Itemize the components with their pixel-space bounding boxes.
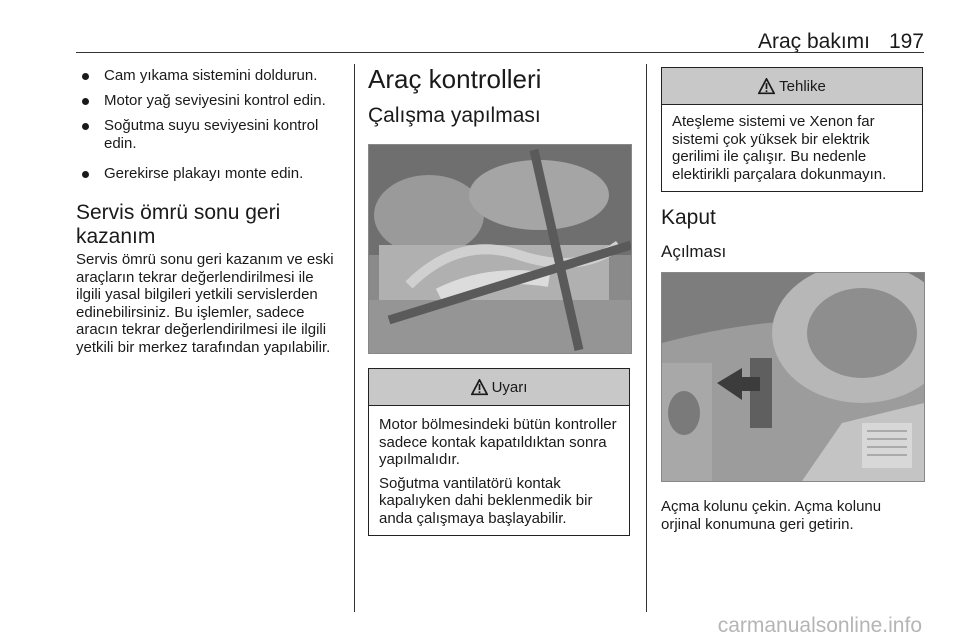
column-3	[661, 64, 925, 533]
engine-bay-photo	[368, 144, 632, 354]
section-title-working: Çalışma yapılması	[368, 104, 541, 127]
warning-triangle-icon	[758, 78, 775, 95]
column-1	[76, 64, 342, 356]
warning-box-header	[369, 369, 629, 406]
checklist	[76, 67, 342, 183]
list-item: Cam yıkama sistemini doldurun.	[76, 67, 342, 85]
warning-paragraph: Motor bölmesindeki bütün kontroller sadece kontak kapatıldıktan sonra yapılmalıdır.	[379, 416, 617, 468]
chapter-title: Araç kontrolleri	[368, 64, 542, 94]
section-text-recycling: Servis ömrü sonu geri kazanım ve eski araçların tekrar değerlendirilmesi ile ilgili yasal bilgileri yetkili servislerden edinebilirsiniz. Bu işlemler, sadece aracın tekrar değerlendirilmesi ile ilgili yetkili bir merkez tarafından yapılabilir.	[76, 251, 334, 356]
page-number: 197	[888, 30, 924, 53]
column-divider-2	[646, 64, 647, 612]
column-2	[368, 64, 632, 536]
hood-caption: Açma kolunu çekin. Açma kolunu orjinal konumuna geri getirin.	[661, 498, 882, 533]
warning-label: Uyarı	[491, 378, 528, 396]
watermark: carmanualsonline.info	[717, 614, 922, 637]
bullet-icon	[82, 98, 89, 105]
section-title-hood: Kaput	[661, 206, 716, 229]
danger-box-header	[662, 68, 922, 105]
warning-paragraph: Soğutma vantilatörü kontak kapalıyken dahi beklenmedik bir anda çalışmaya başlayabilir.	[379, 474, 593, 527]
bullet-icon	[82, 171, 89, 178]
running-header-title: Araç bakımı	[757, 30, 870, 53]
danger-box	[661, 67, 923, 192]
subsection-title-opening: Açılması	[661, 242, 727, 261]
header-rule	[76, 52, 924, 53]
column-divider-1	[354, 64, 355, 612]
danger-text: Ateşleme sistemi ve Xenon far sistemi çok yüksek bir elektrik gerilimi ile çalışır. Bu nedenle elektirikli parçalara dokunmayın.	[672, 113, 887, 183]
warning-box-body	[369, 406, 629, 535]
hood-release-photo	[661, 272, 925, 482]
list-item: Motor yağ seviyesini kontrol edin.	[76, 92, 342, 110]
section-title-recycling: Servis ömrü sonu geri kazanım	[76, 201, 281, 248]
engine-bay-illustration	[369, 145, 631, 353]
danger-label: Tehlike	[779, 77, 826, 95]
bullet-icon	[82, 73, 89, 80]
hood-release-illustration	[662, 273, 924, 481]
list-item: Gerekirse plakayı monte edin.	[76, 165, 342, 183]
bullet-icon	[82, 123, 89, 130]
list-item: Soğutma suyu seviyesini kontrol edin.	[76, 117, 342, 153]
warning-box	[368, 368, 630, 536]
warning-triangle-icon	[471, 379, 488, 396]
danger-box-body	[662, 105, 922, 191]
